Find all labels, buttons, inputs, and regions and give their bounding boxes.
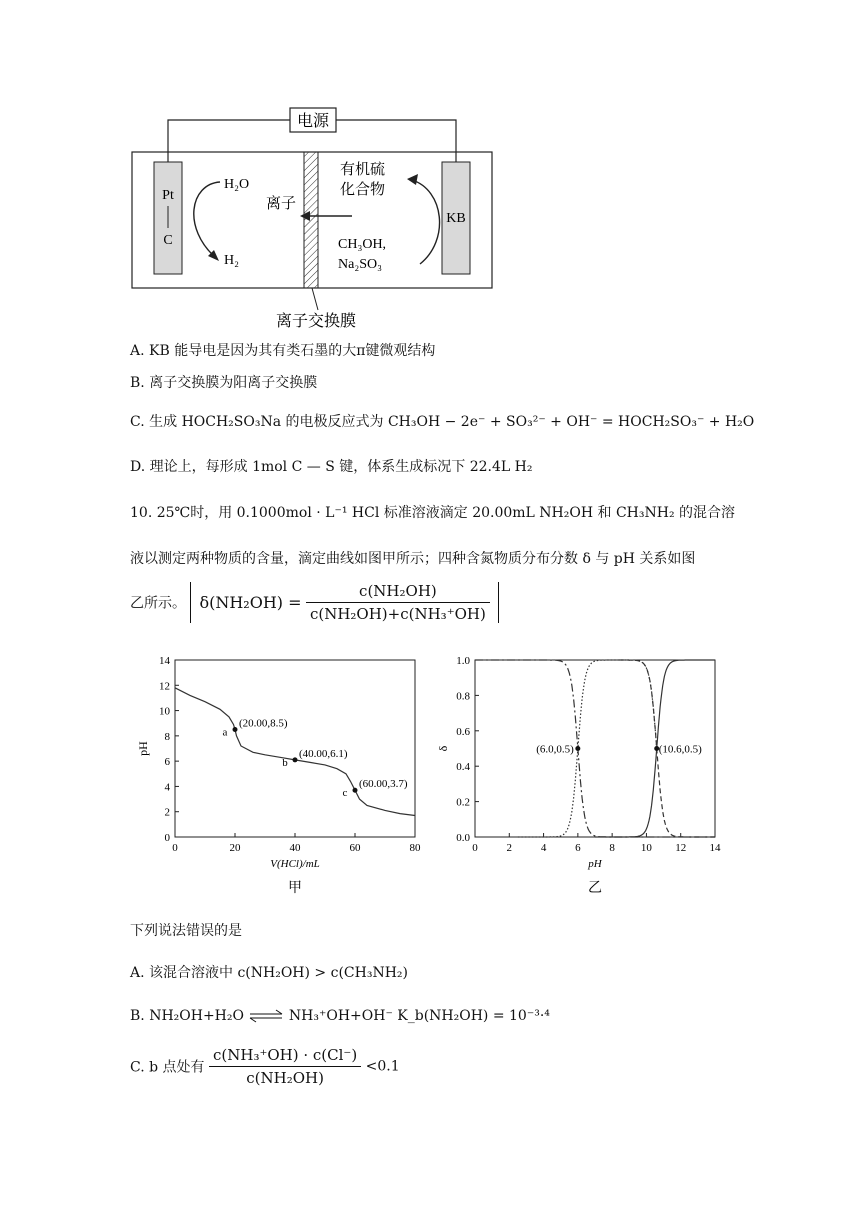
y-tick-label: 8 [164, 730, 170, 743]
point-a [233, 727, 238, 732]
q9-option-d: D. 理论上，每形成 1mol C — S 键，体系生成标况下 22.4L H₂ [130, 459, 533, 475]
y-axis-label: pH [136, 741, 150, 756]
q10-stem-line2: 液以测定两种物质的含量，滴定曲线如图甲所示；四种含氮物质分布分数 δ 与 pH 关系如图 [130, 551, 696, 567]
y-tick-label: 0.6 [456, 725, 470, 738]
question-prompt: 下列说法错误的是 [130, 923, 242, 939]
point-label-a: a [222, 726, 228, 739]
y-tick-label: 2 [164, 806, 170, 819]
svg-text:化合物: 化合物 [340, 182, 386, 198]
y-tick-label: 6 [164, 756, 170, 769]
x-tick-label: 12 [675, 842, 687, 854]
x-axis-label: V(HCl)/mL [270, 858, 320, 870]
point-label-b: b [282, 756, 288, 769]
y-tick-label: 14 [159, 655, 170, 667]
y-tick-label: 0.2 [456, 796, 470, 809]
svg-text:有机硫: 有机硫 [340, 162, 386, 178]
q10-option-b: B. NH₂OH+H₂O NH₃⁺OH+OH⁻ K_b(NH₂OH) = 10⁻³·⁴ [130, 1008, 550, 1024]
x-tick-label: 4 [540, 842, 547, 854]
point-coord-c: (60.00,3.7) [359, 778, 408, 791]
power-source-label: 电源 [296, 113, 330, 130]
equilibrium-arrow-icon [248, 1010, 284, 1022]
x-tick-label: 60 [349, 842, 361, 854]
distribution-chart-yi [436, 650, 730, 910]
q9-option-b: B. 离子交换膜为阳离子交换膜 [130, 375, 318, 391]
x-axis-label: pH [588, 858, 602, 870]
x-tick-label: 80 [409, 842, 421, 854]
y-axis-label: δ [436, 745, 450, 752]
titration-chart-jia [136, 650, 430, 910]
point-label-c: c [342, 787, 348, 800]
membrane-label: 离子交换膜 [275, 313, 357, 330]
q10-stem-line1: 10. 25℃时，用 0.1000mol · L⁻¹ HCl 标准溶液滴定 20.00mL NH₂OH 和 CH₃NH₂ 的混合溶 [130, 505, 736, 521]
y-tick-label: 12 [159, 680, 170, 693]
svg-text:C: C [163, 233, 173, 248]
titration-curve [175, 688, 415, 816]
intersection-point [575, 746, 580, 751]
svg-text:Pt: Pt [162, 188, 174, 203]
y-tick-label: 0.0 [456, 832, 470, 844]
y-tick-label: 1.0 [456, 655, 470, 667]
q10-option-c: C. b 点处有 $\frac{\text{c(NH₃⁺OH) · c(Cl⁻)}}{\text{c(NH₂OH)}}$ <0.1 [130, 1046, 400, 1087]
chart-caption: 乙 [588, 881, 602, 896]
q10-stem-line3: 乙所示。 δ(NH₂OH) = $\frac{\text{c(NH₂OH)}}{\text{c(NH₂OH)+c(NH₃⁺OH)}}$ [130, 582, 499, 623]
y-tick-label: 10 [159, 705, 170, 718]
x-tick-label: 14 [709, 842, 721, 854]
plot-frame [175, 660, 415, 837]
point-coord-a: (20.00,8.5) [239, 717, 288, 730]
q9-option-c: C. 生成 HOCH₂SO₃Na 的电极反应式为 CH₃OH − 2e⁻ + SO₃²⁻ + OH⁻ = HOCH₂SO₃⁻ + H₂O [130, 414, 755, 430]
y-tick-label: 0 [164, 832, 170, 844]
q9-option-a: A. KB 能导电是因为其有类石墨的大π键微观结构 [130, 343, 436, 359]
intersection-label: (6.0,0.5) [536, 743, 574, 756]
svg-text:H₂O: H₂O [224, 177, 250, 192]
svg-text:KB: KB [446, 211, 466, 226]
point-b [293, 757, 298, 762]
x-tick-label: 40 [289, 842, 301, 854]
chart-caption: 甲 [288, 881, 302, 896]
x-tick-label: 0 [472, 842, 478, 854]
electrolysis-diagram [120, 100, 510, 335]
point-coord-b: (40.00,6.1) [299, 747, 348, 760]
delta-formula-fraction: $\frac{\text{c(NH₂OH)}}{\text{c(NH₂OH)+c(NH₃⁺OH)}}$ [306, 582, 490, 623]
y-tick-label: 0.8 [456, 690, 470, 703]
point-c [353, 788, 358, 793]
intersection-label: (10.6,0.5) [658, 743, 702, 756]
x-tick-label: 10 [640, 842, 652, 854]
svg-text:Na₂SO₃: Na₂SO₃ [338, 257, 382, 272]
svg-text:H₂: H₂ [224, 253, 239, 268]
ion-exchange-membrane [304, 152, 318, 288]
x-tick-label: 0 [172, 842, 178, 854]
x-tick-label: 8 [609, 842, 615, 854]
x-tick-label: 6 [575, 842, 581, 854]
svg-text:离子: 离子 [266, 196, 297, 212]
delta-formula-lhs: δ(NH₂OH) = [199, 593, 302, 612]
y-tick-label: 4 [164, 781, 170, 794]
x-tick-label: 2 [506, 842, 513, 854]
svg-text:CH₃OH,: CH₃OH, [338, 237, 387, 252]
y-tick-label: 0.4 [456, 761, 470, 774]
x-tick-label: 20 [229, 842, 241, 854]
option-c-fraction: $\frac{\text{c(NH₃⁺OH) · c(Cl⁻)}}{\text{c(NH₂OH)}}$ [209, 1046, 361, 1087]
q10-option-a: A. 该混合溶液中 c(NH₂OH) > c(CH₃NH₂) [130, 965, 408, 981]
